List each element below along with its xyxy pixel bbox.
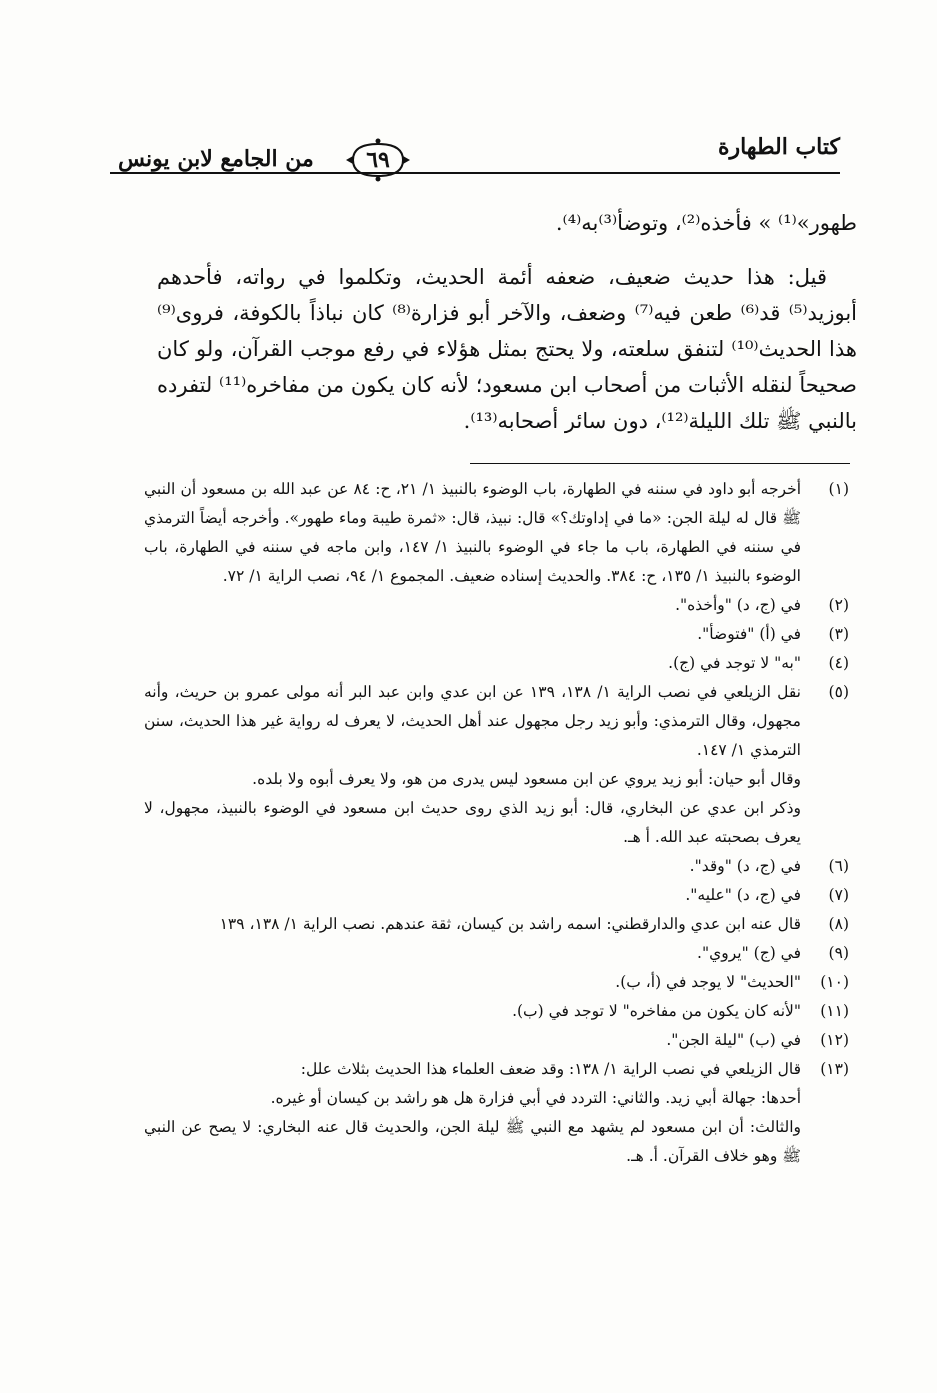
footnote-text: نقل الزيلعي في نصب الراية ١/ ١٣٨، ١٣٩ عن ابن عدي وابن عبد البر أنه مولى عمرو بن حريث، وأنه مجهول، وقال الترمذي: وأبو زيد رجل مجهول عند أهل الحديث، لا يعرف له رواية غير هذا الحديث، سنن الترمذي ١/ ١٤٧.	[144, 683, 801, 759]
page-number-ornament	[345, 138, 411, 182]
footnote-text: "لأنه كان يكون من مفاخره" لا توجد في (ب).	[512, 1002, 801, 1020]
footnote-text: قال عنه ابن عدي والدارقطني: اسمه راشد بن كيسان، ثقة عندهم. نصب الراية ١/ ١٣٨، ١٣٩	[219, 915, 801, 933]
footnote-number: (٧)	[828, 886, 849, 904]
footnote	[144, 1026, 849, 1055]
footnote-continuation: أحدها: جهالة أبي زيد. والثاني: التردد في أبي فزارة هل هو راشد بن كيسان أو غيره.	[270, 1089, 801, 1107]
page-header	[110, 130, 840, 190]
footnote	[144, 475, 849, 591]
footnote-number: (٢)	[828, 596, 849, 614]
footnote	[144, 852, 849, 881]
footnote	[144, 649, 849, 678]
page-number: ٦٩	[366, 147, 390, 173]
footnotes	[144, 475, 849, 1171]
footnote-continuation: والثالث: أن ابن مسعود لم يشهد مع النبي ﷺ ليلة الجن، والحديث قال عنه البخاري: لا يصح عن النبي ﷺ وهو خلاف القرآن. أ. هـ.	[144, 1118, 801, 1165]
footnote-number: (٦)	[828, 857, 849, 875]
footnote	[144, 968, 849, 997]
footnote-text: "الحديث" لا يوجد في (أ، ب).	[615, 973, 801, 991]
source-title: من الجامع لابن يونس	[118, 146, 314, 172]
footnote-number: (١٢)	[820, 1031, 849, 1049]
header-rule	[110, 172, 840, 174]
opening-line: طهور»⁽¹⁾ » فأخذه⁽²⁾، وتوضأ⁽³⁾به⁽⁴⁾.	[555, 211, 857, 235]
footnote-text: في (ج) "يروي".	[697, 944, 801, 962]
footnote-number: (٤)	[828, 654, 849, 672]
footnote-text: أخرجه أبو داود في سننه في الطهارة، باب الوضوء بالنبيذ ١/ ٢١، ح: ٨٤ عن عبد الله بن مسعود أن النبي ﷺ قال له ليلة الجن: «ما في إداوتك؟» قال: نبيذ، قال: «ثمرة طيبة وماء طهور». وأخرجه أيضاً الترمذي في سننه في الطهارة، باب ما جاء في الوضوء بالنبيذ ١/ ١٤٧، وابن ماجه في سننه في الطهارة، باب الوضوء بالنبيذ ١/ ١٣٥، ح: ٣٨٤. والحديث إسناده ضعيف. المجموع ١/ ٩٤، نصب الراية ١/ ٧٢.	[144, 480, 801, 585]
footnote-number: (١)	[828, 480, 849, 498]
footnote	[144, 939, 849, 968]
footnote-text: في (ب) "ليلة الجن".	[666, 1031, 801, 1049]
footnote-separator	[470, 463, 850, 464]
footnote-continuation: وذكر ابن عدي عن البخاري، قال: أبو زيد الذي روى حديث ابن مسعود في الوضوء بالنبيذ، مجهول، لا يعرف بصحبته عبد الله. أ هـ.	[144, 799, 801, 846]
book-title: كتاب الطهارة	[717, 134, 840, 160]
footnote-text: في (ج، د) "عليه".	[685, 886, 801, 904]
footnote	[144, 620, 849, 649]
footnote-number: (٨)	[828, 915, 849, 933]
footnote	[144, 881, 849, 910]
footnote-text: في (أ) "فتوضأ".	[697, 625, 801, 643]
footnote	[144, 997, 849, 1026]
main-text	[157, 205, 857, 457]
main-paragraph: قيل: هذا حديث ضعيف، ضعفه أئمة الحديث، وتكلموا في رواته، فأحدهم أبوزيد⁽⁵⁾ قد⁽⁶⁾ طعن فيه⁽⁷⁾ وضعف، والآخر أبو فزارة⁽⁸⁾ كان نباذاً بالكوفة، فروى⁽⁹⁾ هذا الحديث⁽¹⁰⁾ لتنفق سلعته، ولا يحتج بمثل هؤلاء في رفع موجب القرآن، ولو كان صحيحاً لنقله الأثبات من أصحاب ابن مسعود؛ لأنه كان يكون من مفاخره⁽¹¹⁾ لتفرده بالنبي ﷺ تلك الليلة⁽¹²⁾، دون سائر أصحابه⁽¹³⁾.	[157, 265, 858, 433]
footnote-text: قال الزيلعي في نصب الراية ١/ ١٣٨: وقد ضعف العلماء هذا الحديث بثلاث علل:	[300, 1060, 801, 1078]
footnote-text: في (ج، د) "وقد".	[689, 857, 801, 875]
footnote-number: (٥)	[828, 683, 849, 701]
footnote-continuation: وقال أبو حيان: أبو زيد يروي عن ابن مسعود ليس يدرى من هو، ولا يعرف أبوه ولا بلده.	[252, 770, 801, 788]
footnote	[144, 591, 849, 620]
footnote	[144, 678, 849, 765]
footnote-number: (١١)	[820, 1002, 849, 1020]
footnote-number: (١٠)	[820, 973, 849, 991]
footnote	[144, 910, 849, 939]
footnote	[144, 1055, 849, 1084]
footnote-text: في (ج، د) "وأخذه".	[675, 596, 801, 614]
footnote-number: (٣)	[828, 625, 849, 643]
footnote-number: (١٣)	[820, 1060, 849, 1078]
footnote-text: "به" لا توجد في (ج).	[668, 654, 801, 672]
footnote-number: (٩)	[828, 944, 849, 962]
